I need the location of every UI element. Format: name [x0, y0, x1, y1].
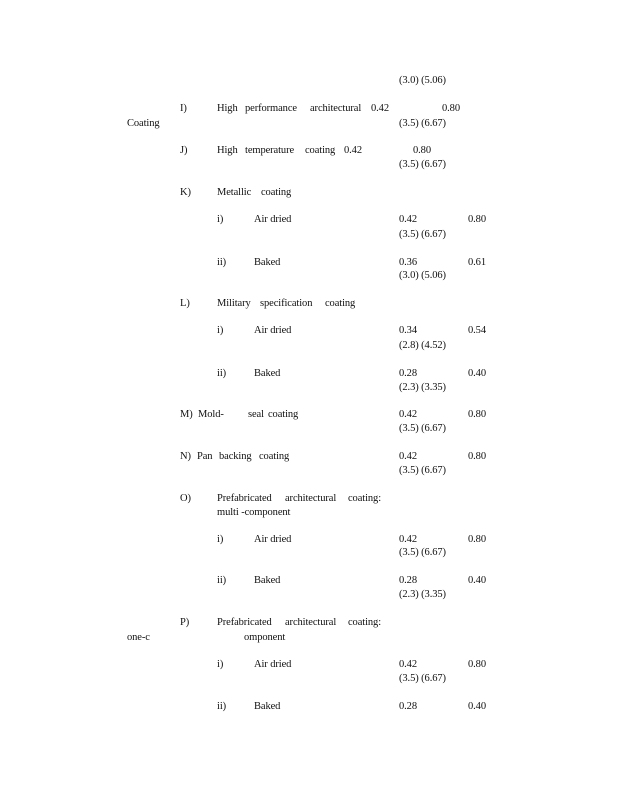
item-j-word-3: coating	[305, 145, 336, 156]
item-o-line2: multi -component	[217, 507, 291, 518]
item-i-value-1: 0.42	[371, 103, 389, 114]
item-j-word-1: High	[217, 145, 238, 156]
item-l-i-label: Air dried	[254, 325, 292, 336]
item-p-ii-label: Baked	[254, 701, 281, 712]
item-p-i-label: Air dried	[254, 659, 292, 670]
item-o-i-paren: (3.5) (6.67)	[399, 547, 446, 558]
item-m-word-1: Mold-	[198, 409, 224, 420]
item-j-word-2: temperature	[245, 145, 295, 156]
item-o-ii-value-2: 0.40	[468, 575, 486, 586]
item-p-i-value-2: 0.80	[468, 659, 486, 670]
item-i-word-1: High	[217, 103, 238, 114]
item-o-i-marker: i)	[217, 534, 224, 545]
item-o-ii-paren: (2.3) (3.35)	[399, 589, 446, 600]
item-p-i-marker: i)	[217, 659, 224, 670]
item-o-i-value-2: 0.80	[468, 534, 486, 545]
item-l-word-3: coating	[325, 298, 356, 309]
item-l-i-marker: i)	[217, 325, 224, 336]
item-k-ii-label: Baked	[254, 257, 281, 268]
item-k-word-1: Metallic	[217, 187, 252, 198]
top-paren-values: (3.0) (5.06)	[399, 75, 446, 86]
item-m-word-2: seal	[248, 409, 264, 420]
side-label-one-c: one-c	[127, 632, 150, 643]
item-k-word-2: coating	[261, 187, 292, 198]
item-j-value-1: 0.42	[344, 145, 362, 156]
item-p-ii-value-2: 0.40	[468, 701, 486, 712]
item-n-word-2: backing	[219, 451, 252, 462]
item-k-ii-value-1: 0.36	[399, 257, 417, 268]
item-o-i-label: Air dried	[254, 534, 292, 545]
item-k-marker: K)	[180, 187, 191, 198]
item-j-paren: (3.5) (6.67)	[399, 159, 446, 170]
item-l-marker: L)	[180, 298, 190, 309]
item-n-value-2: 0.80	[468, 451, 486, 462]
item-k-i-marker: i)	[217, 214, 224, 225]
item-p-i-value-1: 0.42	[399, 659, 417, 670]
item-n-word-3: coating	[259, 451, 290, 462]
item-m-value-2: 0.80	[468, 409, 486, 420]
item-l-ii-value-2: 0.40	[468, 368, 486, 379]
item-k-ii-paren: (3.0) (5.06)	[399, 270, 446, 281]
item-k-i-value-1: 0.42	[399, 214, 417, 225]
item-j-marker: J)	[180, 145, 188, 156]
item-l-i-value-1: 0.34	[399, 325, 417, 336]
item-o-word-3: coating:	[348, 493, 382, 504]
item-o-word-2: architectural	[285, 493, 337, 504]
item-n-marker: N)	[180, 451, 191, 462]
item-o-i-value-1: 0.42	[399, 534, 417, 545]
item-l-i-paren: (2.8) (4.52)	[399, 340, 446, 351]
item-l-ii-paren: (2.3) (3.35)	[399, 382, 446, 393]
item-i-marker: I)	[180, 103, 187, 114]
item-i-word-2: performance	[245, 103, 297, 114]
item-i-paren: (3.5) (6.67)	[399, 118, 446, 129]
item-o-ii-marker: ii)	[217, 575, 227, 586]
item-o-ii-value-1: 0.28	[399, 575, 417, 586]
item-k-i-paren: (3.5) (6.67)	[399, 229, 446, 240]
side-label-coating: Coating	[127, 118, 160, 129]
item-k-ii-marker: ii)	[217, 257, 227, 268]
item-p-word-1: Prefabricated	[217, 617, 272, 628]
item-p-ii-value-1: 0.28	[399, 701, 417, 712]
item-k-i-label: Air dried	[254, 214, 292, 225]
item-l-ii-marker: ii)	[217, 368, 227, 379]
item-l-ii-value-1: 0.28	[399, 368, 417, 379]
item-k-i-value-2: 0.80	[468, 214, 486, 225]
item-l-i-value-2: 0.54	[468, 325, 486, 336]
item-k-ii-value-2: 0.61	[468, 257, 486, 268]
item-m-paren: (3.5) (6.67)	[399, 423, 446, 434]
item-o-word-1: Prefabricated	[217, 493, 272, 504]
item-p-line2: omponent	[244, 632, 286, 643]
item-p-i-paren: (3.5) (6.67)	[399, 673, 446, 684]
item-l-ii-label: Baked	[254, 368, 281, 379]
item-m-marker: M)	[180, 409, 193, 420]
item-l-word-1: Military	[217, 298, 251, 309]
item-p-ii-marker: ii)	[217, 701, 227, 712]
item-p-word-3: coating:	[348, 617, 382, 628]
item-i-value-2: 0.80	[442, 103, 460, 114]
item-p-word-2: architectural	[285, 617, 337, 628]
item-o-marker: O)	[180, 493, 191, 504]
item-n-value-1: 0.42	[399, 451, 417, 462]
item-n-paren: (3.5) (6.67)	[399, 465, 446, 476]
item-j-value-2: 0.80	[413, 145, 431, 156]
item-n-word-1: Pan	[197, 451, 213, 462]
item-l-word-2: specification	[260, 298, 313, 309]
item-m-value-1: 0.42	[399, 409, 417, 420]
item-m-word-3: coating	[268, 409, 299, 420]
item-o-ii-label: Baked	[254, 575, 281, 586]
item-i-word-3: architectural	[310, 103, 362, 114]
item-p-marker: P)	[180, 617, 190, 628]
